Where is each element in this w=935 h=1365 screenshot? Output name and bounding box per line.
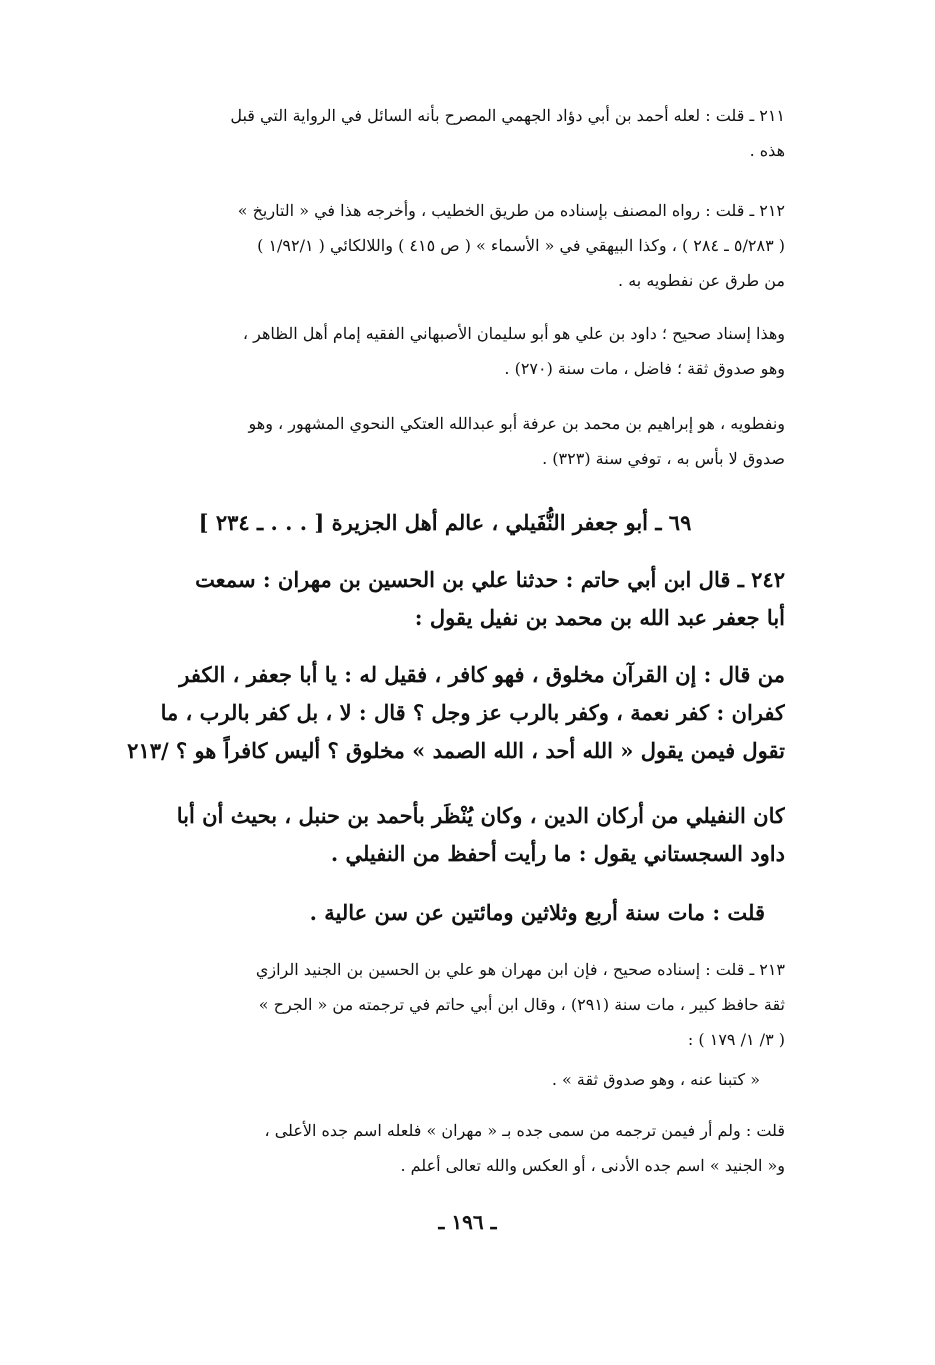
death-note-line: قلت : مات سنة أربع وثلاثين ومائتين عن سن عالية . bbox=[309, 900, 765, 925]
footnote-211-line-2: هذه . bbox=[749, 141, 785, 160]
footnote-212-line-1: ٢١٢ ـ قلت : رواه المصنف بإسناده من طريق الخطيب ، وأخرجه هذا في « التاريخ » bbox=[237, 201, 785, 220]
quote-line-3: تقول فيمن يقول « الله أحد ، الله الصمد » مخلوق ؟ أليس كافراً هو ؟ /٢١٣ bbox=[127, 738, 785, 763]
footnote-212-line-2: ( ٥/٢٨٣ ـ ٢٨٤ ) ، وكذا البيهقي في « الأسماء » ( ص ٤١٥ ) واللالكائي ( ١/٩٢/١ ) bbox=[257, 236, 785, 255]
nufayli-praise bbox=[105, 797, 785, 873]
footnote-213-line-2: ثقة حافظ كبير ، مات سنة (٢٩١) ، وقال ابن أبي حاتم في ترجمته من « الجرح » bbox=[258, 995, 785, 1014]
death-note bbox=[105, 894, 765, 932]
section-heading: ٦٩ ـ أبو جعفر النُّفَيلي ، عالم أهل الجزيرة [ . . . ـ ٢٣٤ ] bbox=[198, 510, 692, 535]
footnote-213-line-3: ( ٣/ ١/ ١٧٩ ) : bbox=[687, 1030, 785, 1049]
isnad-note-line-2: وهو صدوق ثقة ؛ فاضل ، مات سنة (٢٧٠) . bbox=[504, 359, 785, 378]
quote-213 bbox=[105, 1062, 760, 1097]
quote-213-line: « كتبنا عنه ، وهو صدوق ثقة » . bbox=[551, 1070, 760, 1089]
nufayli-praise-line-2: داود السجستاني يقول : ما رأيت أحفظ من النفيلي . bbox=[330, 841, 785, 866]
closing-note-line-1: قلت : ولم أر فيمن ترجمه من سمى جده بـ « مهران » فلعله اسم جده الأعلى ، bbox=[264, 1121, 785, 1140]
closing-note-line-2: و« الجنيد » اسم جده الأدنى ، أو العكس والله تعالى أعلم . bbox=[400, 1156, 785, 1175]
entry-242-line-2: أبا جعفر عبد الله بن محمد بن نفيل يقول : bbox=[414, 605, 785, 630]
closing-note bbox=[105, 1113, 785, 1183]
quote-paragraph bbox=[105, 656, 785, 770]
page-number: ـ ١٩٦ ـ bbox=[438, 1210, 497, 1234]
quote-line-1: من قال : إن القرآن مخلوق ، فهو كافر ، فقيل له : يا أبا جعفر ، الكفر bbox=[179, 662, 785, 687]
nufayli-praise-line-1: كان النفيلي من أركان الدين ، وكان يُنْظَر بأحمد بن حنبل ، بحيث أن أبا bbox=[176, 803, 785, 828]
niftawayh-note bbox=[105, 406, 785, 476]
footnote-211 bbox=[105, 98, 785, 168]
footnote-211-line-1: ٢١١ ـ قلت : لعله أحمد بن أبي دؤاد الجهمي المصرح بأنه السائل في الرواية التي قبل bbox=[230, 106, 785, 125]
quote-line-2: كفران : كفر نعمة ، وكفر بالرب عز وجل ؟ قال : لا ، بل كفر بالرب ، ما bbox=[160, 700, 785, 725]
footnote-213 bbox=[105, 952, 785, 1057]
footnote-212 bbox=[105, 193, 785, 298]
isnad-note-line-1: وهذا إسناد صحيح ؛ داود بن علي هو أبو سليمان الأصبهاني الفقيه إمام أهل الظاهر ، bbox=[242, 324, 785, 343]
isnad-note bbox=[105, 316, 785, 386]
footnote-212-line-3: من طرق عن نفطويه به . bbox=[618, 271, 785, 290]
footnote-213-line-1: ٢١٣ ـ قلت : إسناده صحيح ، فإن ابن مهران هو علي بن الحسين بن الجنيد الرازي bbox=[255, 960, 785, 979]
niftawayh-note-line-2: صدوق لا بأس به ، توفي سنة (٣٢٣) . bbox=[542, 449, 785, 468]
entry-242 bbox=[105, 561, 785, 637]
niftawayh-note-line-1: ونفطويه ، هو إبراهيم بن محمد بن عرفة أبو عبدالله العتكي النحوي المشهور ، وهو bbox=[248, 414, 785, 433]
entry-242-line-1: ٢٤٢ ـ قال ابن أبي حاتم : حدثنا علي بن الحسين بن مهران : سمعت bbox=[195, 567, 785, 592]
